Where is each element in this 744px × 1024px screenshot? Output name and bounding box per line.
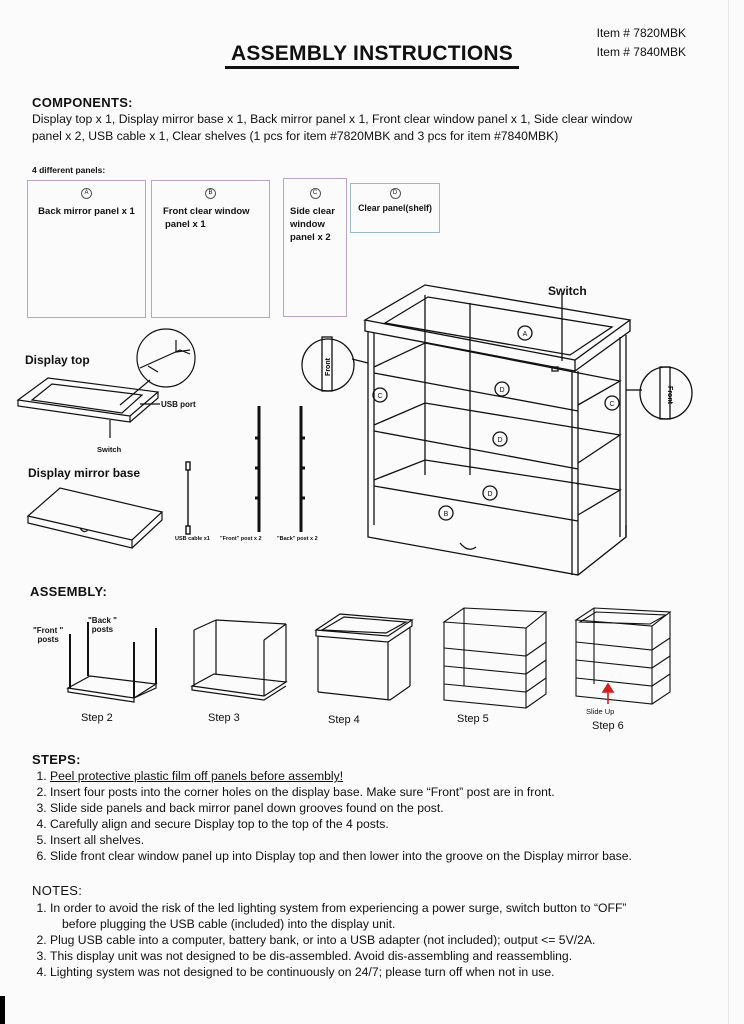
panel-d-letter: D (390, 188, 401, 199)
slide-up-arrow-icon (603, 684, 613, 704)
usb-cable-drawing (186, 462, 190, 534)
back-post-label: "Back" post x 2 (277, 536, 318, 542)
front-posts-drawing (255, 406, 259, 532)
steps-list (32, 768, 740, 864)
svg-text:C: C (609, 401, 615, 408)
panel-b-letter: B (205, 188, 216, 199)
front-tag-left: Front (325, 358, 332, 376)
steps-heading: STEPS: (32, 752, 81, 767)
switch-small-label: Switch (97, 445, 122, 454)
step5-drawing (444, 608, 546, 708)
step3-label: Step 3 (208, 712, 240, 724)
front-tag-right: Front (666, 386, 673, 404)
note-item: 2. Plug USB cable into a computer, battery bank, or into a USB adapter (not included); output <= 5V/2A. (50, 932, 740, 948)
usb-port-label: USB port (161, 400, 196, 409)
step4-drawing (316, 614, 412, 700)
switch-main-label: Switch (548, 284, 587, 298)
step5-label: Step 5 (457, 713, 489, 725)
note-item: 3. This display unit was not designed to be dis-assembled. Avoid dis-assembling and reassembling. (50, 948, 740, 964)
svg-text:B: B (443, 511, 449, 518)
step6-drawing (576, 608, 670, 704)
display-base-drawing (28, 488, 162, 548)
note-item: 1. In order to avoid the risk of the led lighting system from experiencing a power surge, switch button to “OFF” before plugging the USB cable (included) into the display unit. (50, 900, 740, 932)
item-number-7840: Item # 7840MBK (596, 45, 686, 59)
page-edge (728, 0, 729, 1024)
svg-text:D: D (487, 491, 493, 498)
panel-b-label: Front clear window panel x 1 (163, 206, 250, 230)
step6-label: Step 6 (592, 720, 624, 732)
front-posts-label: "Front " posts (33, 626, 64, 644)
assembly-steps-drawing (60, 600, 680, 710)
panel-d-label: Clear panel(shelf) (358, 203, 432, 213)
notes-heading: NOTES: (32, 883, 83, 898)
assembly-heading: ASSEMBLY: (30, 584, 108, 599)
panel-a-letter: A (81, 188, 92, 199)
panel-d-box (350, 183, 440, 233)
step2-drawing (68, 622, 156, 702)
panels-heading: 4 different panels: (32, 165, 106, 175)
notes-list (32, 900, 740, 980)
step3-drawing (192, 620, 286, 700)
panel-c-letter: C (310, 188, 321, 199)
page-title: ASSEMBLY INSTRUCTIONS (0, 42, 744, 66)
note-item: 4. Lighting system was not designed to be continuously on 24/7; please turn off when not in use. (50, 964, 740, 980)
step-item: 3. Slide side panels and back mirror panel down grooves found on the post. (50, 800, 740, 816)
panel-a-label: Back mirror panel x 1 (38, 206, 135, 217)
front-post-label: "Front" post x 2 (220, 536, 262, 542)
scan-mark (0, 996, 5, 1024)
slide-up-label: Slide Up (586, 707, 615, 716)
panel-b-box (151, 180, 270, 318)
back-posts-label: "Back " posts (88, 616, 117, 634)
components-text: Display top x 1, Display mirror base x 1, Back mirror panel x 1, Front clear window panel x 1, Side clear window panel x 2, USB cable x 1, Clear shelves (1 pcs for item #7820MBK and 3 pcs for item #7840MBK) (32, 112, 633, 143)
svg-text:C: C (377, 393, 383, 400)
step-item: 5. Insert all shelves. (50, 832, 740, 848)
step4-label: Step 4 (328, 714, 360, 726)
item-number-7820: Item # 7820MBK (596, 26, 686, 40)
cabinet-letter-a: A (522, 331, 528, 338)
display-mirror-base-label: Display mirror base (28, 466, 141, 480)
svg-text:D: D (499, 387, 505, 394)
step2-label: Step 2 (81, 712, 113, 724)
step-item: 1. Peel protective plastic film off panels before assembly! (50, 768, 740, 784)
step-item: 2. Insert four posts into the corner holes on the display base. Make sure “Front” post are in front. (50, 784, 740, 800)
cabinet-drawing (300, 275, 700, 580)
display-top-drawing (18, 378, 160, 438)
step-item: 4. Carefully align and secure Display top to the top of the 4 posts. (50, 816, 740, 832)
display-top-label: Display top (25, 353, 90, 367)
step-item: 6. Slide front clear window panel up into Display top and then lower into the groove on the Display mirror base. (50, 848, 740, 864)
components-heading: COMPONENTS: (32, 95, 133, 110)
svg-text:D: D (497, 437, 503, 444)
panel-a-box (27, 180, 146, 318)
usb-cable-label: USB cable x1 (175, 536, 210, 542)
panel-c-label: Side clear window panel x 2 (290, 206, 335, 243)
